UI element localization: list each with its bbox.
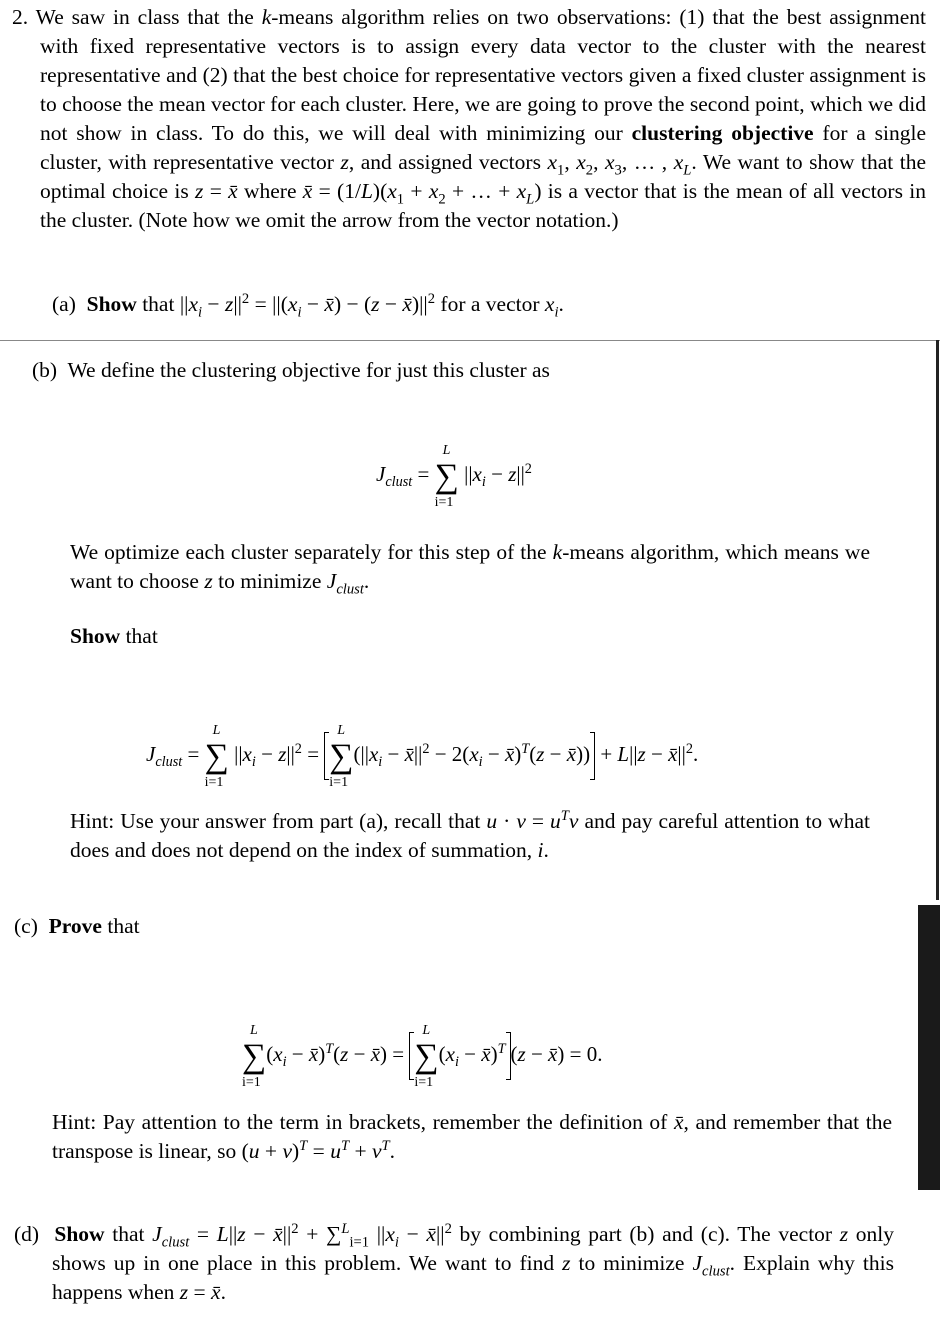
- scrollbar-thumb[interactable]: [918, 905, 940, 1190]
- part-b-text: We optimize each cluster separately for this step of the k-means algorithm, which means we want to choose z to minimize $J_{clust}$.: [70, 540, 870, 598]
- section-divider: [0, 340, 940, 341]
- part-d-label: (d): [14, 1222, 40, 1246]
- part-b-intro: (b) We define the clustering objective for just this cluster as: [32, 358, 550, 382]
- part-c-hint: Hint: Pay attention to the term in brackets, remember the definition of x̄, and remember that the transpose is linear, so $(u + v)^T = u^T + v^T$.: [52, 1110, 892, 1163]
- part-b-label: (b): [32, 358, 58, 382]
- clustering-objective-term: clustering objective: [631, 121, 814, 145]
- part-a: (a) Show that $||x_i - z||^2 = ||(x_i$ − x̄) − $(z - x̄)||^2$ for a vector $x_i$.: [52, 290, 564, 321]
- problem-statement: 2. We saw in class that the k-means algorithm relies on two observations: (1) that the best assignment with fixed representative vectors is to assign every data vector to the cluster with the nearest representative and (2) that the best choice for representative vectors given a fixed cluster assignment is to choose the mean vector for each cluster. Here, we are going to prove the second point, which we did not show in class. To do this, we will deal with minimizing our clustering objective for a single cluster, with representative vector z, and assigned vectors $x_1$, $x_2$, $x_3$, … , $x_L$. We want to show that the optimal choice is z = x̄ where x̄ = $(1/L)(x_1 + x_2$ + … + $x_L$) is a vector that is the mean of all vectors in the cluster. (Note how we omit the arrow from the vector notation.): [12, 5, 927, 232]
- frame-right-edge: [936, 340, 939, 900]
- part-c-equation: ∑ L i=1 ($x_i$ − x̄)$^T$(z − x̄) = ∑ L i=1 ($x_i$ − x̄)$^T$ (z − x̄) = 0.: [242, 1022, 603, 1090]
- part-a-label: (a): [52, 292, 76, 316]
- problem-number: 2.: [12, 5, 29, 29]
- part-c-label: (c): [14, 914, 38, 938]
- part-b-hint: Hint: Use your answer from part (a), recall that $u \cdot v = u^Tv$ and pay careful attention to what does and does not depend on the index of summation, i.: [70, 807, 870, 862]
- part-b-show: Show that: [70, 624, 158, 648]
- part-b-equation: $J_{clust}$ = ∑ L i=1 $||x_i - z||^2$ = ∑ L i=1 ($||x_i$ − $x̄||^2 - 2(x_i$ − x̄)$^T$(z − x̄)) + $L||z - x̄||^2$.: [146, 722, 699, 790]
- part-d: (d) Show that $J_{clust} = L||z$ − $x̄||^2 + \sum^L_{i=1}$ $||x_i$ − $x̄||^2$ by combining part (b) and (c). The vector z only shows up in one place in this problem. We want to find z to minimize $J_{clust}$. Explain why this happens when z = x̄.: [14, 1220, 894, 1304]
- part-c-intro: (c) Prove that: [14, 914, 140, 938]
- jclust-definition: $J_{clust}$ = ∑ L i=1 $||x_i - z||^2$: [376, 443, 532, 510]
